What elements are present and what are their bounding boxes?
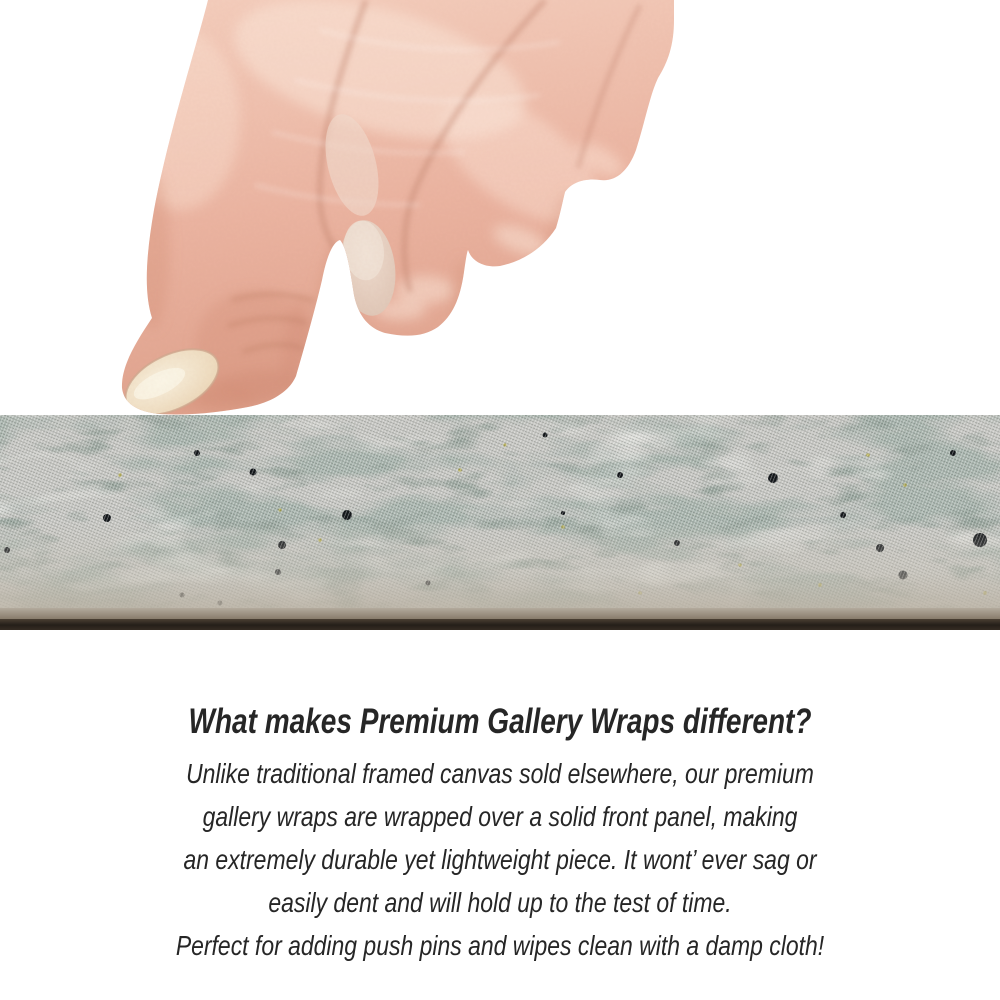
caption-title: What makes Premium Gallery Wraps different?: [188, 702, 812, 741]
caption-line-2: gallery wraps are wrapped over a solid front panel, making: [202, 801, 798, 832]
paint-patches: [0, 415, 1000, 608]
paint-patches-dark: [0, 415, 1000, 608]
caption-line-1: Unlike traditional framed canvas sold elsewhere, our premium: [186, 758, 814, 789]
caption-line-3: an extremely durable yet lightweight piece. It wont’ ever sag or: [183, 844, 817, 875]
panel-dark-edge: [0, 619, 1000, 630]
canvas-texture: [0, 415, 1000, 608]
caption-line-4: easily dent and will hold up to the test of time.: [268, 887, 732, 918]
canvas-grain: [0, 415, 1000, 608]
worn-light-areas: [0, 415, 1000, 608]
canvas-fold-band: [0, 608, 1000, 619]
yellow-flecks: [118, 443, 987, 595]
caption-block: [0, 700, 1000, 967]
canvas-base: [0, 415, 1000, 608]
caption-line-5: Perfect for adding push pins and wipes clean with a damp cloth!: [175, 930, 825, 961]
paint-speckles: [4, 433, 987, 606]
hand-photo: [0, 0, 1000, 420]
skin-grain: [0, 0, 1000, 420]
canvas-panel-edge-photo: [0, 415, 1000, 631]
